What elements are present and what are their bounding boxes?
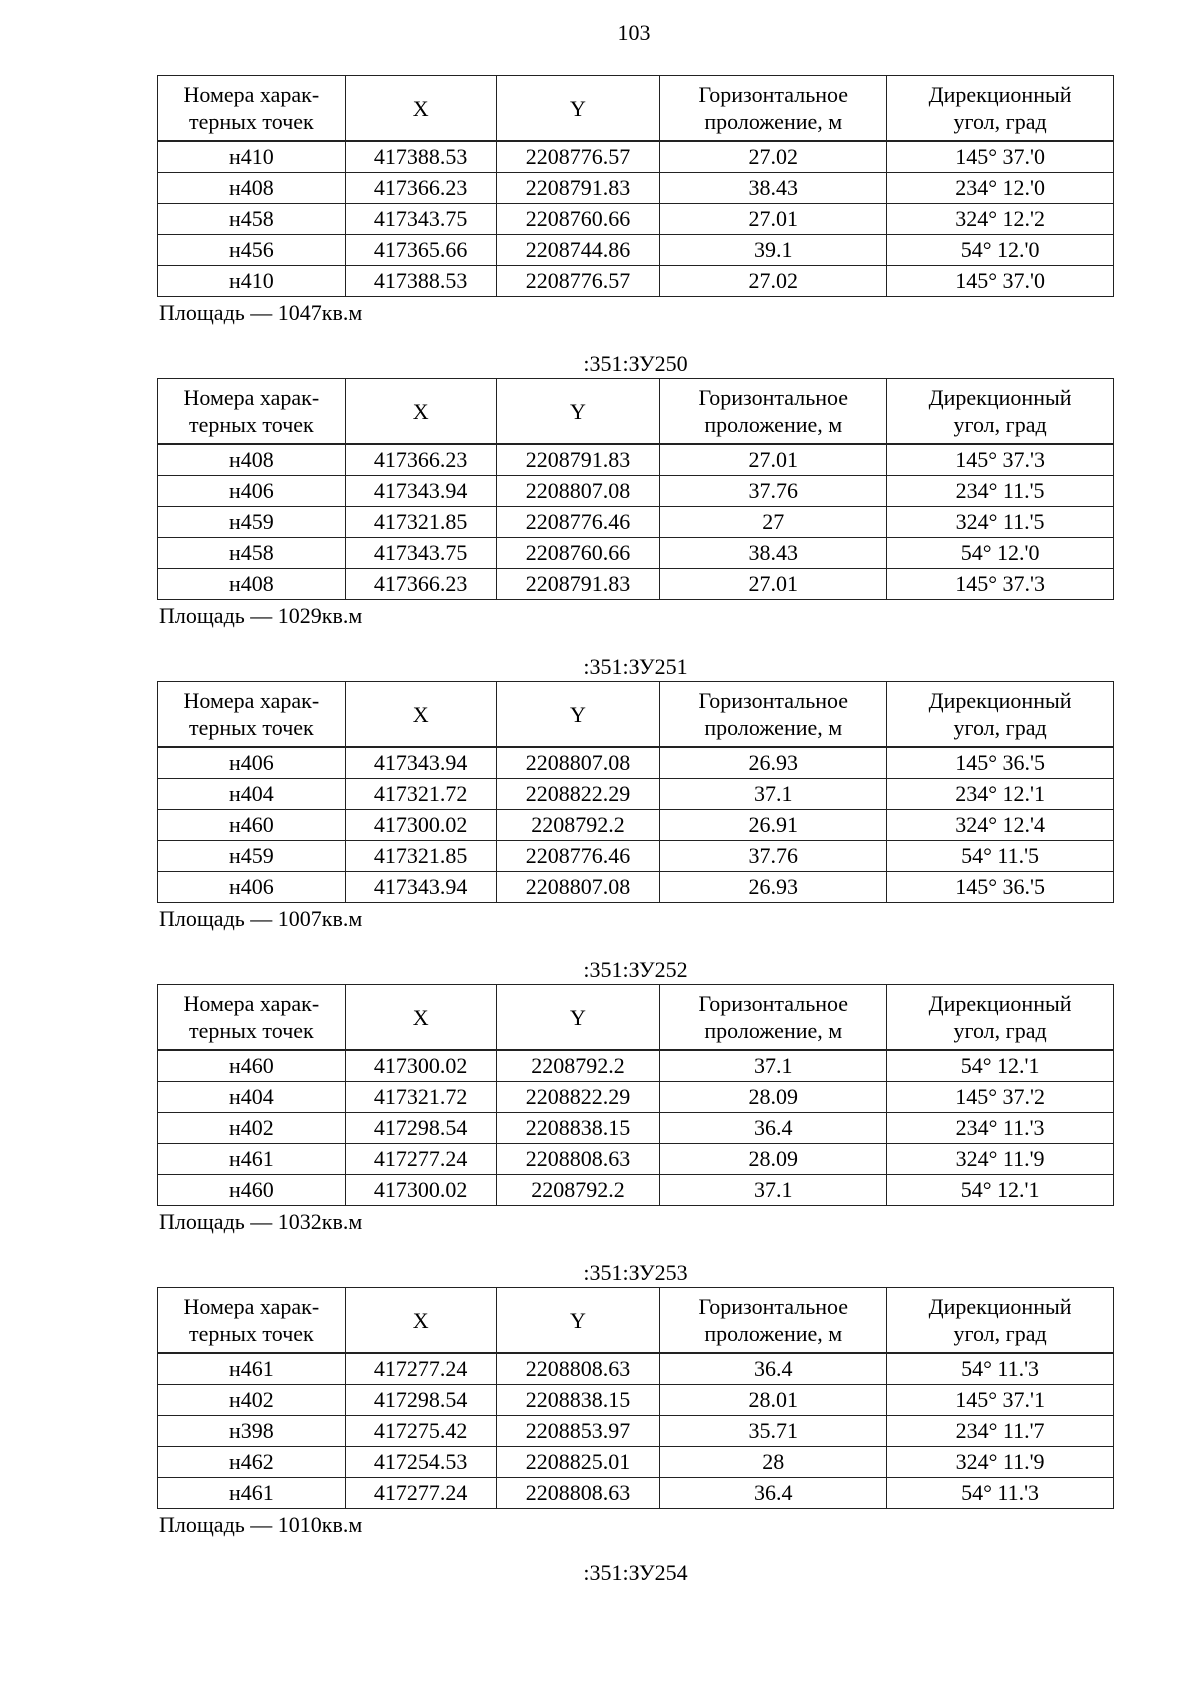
cell-point: н406 <box>158 476 346 507</box>
parcel-section <box>157 1259 1114 1562</box>
cell-y: 2208822.29 <box>496 1082 660 1113</box>
table-row <box>158 1478 1114 1509</box>
cell-x: 417366.23 <box>345 173 496 204</box>
cell-y: 2208808.63 <box>496 1353 660 1385</box>
table-row <box>158 872 1114 903</box>
cell-point: н461 <box>158 1144 346 1175</box>
cell-angle: 324° 12.'4 <box>887 810 1114 841</box>
parcel-title: :351:ЗУ252 <box>583 957 688 982</box>
cell-point: н404 <box>158 779 346 810</box>
cell-x: 417343.75 <box>345 204 496 235</box>
table-row <box>158 747 1114 779</box>
cell-distance: 36.4 <box>660 1353 887 1385</box>
cell-point: н461 <box>158 1353 346 1385</box>
parcel-area: Площадь — 1047кв.м <box>159 300 363 325</box>
cell-x: 417321.72 <box>345 1082 496 1113</box>
cell-point: н459 <box>158 507 346 538</box>
cell-angle: 54° 12.'1 <box>887 1175 1114 1206</box>
cell-distance: 27.01 <box>660 444 887 476</box>
cell-angle: 54° 11.'3 <box>887 1353 1114 1385</box>
cell-distance: 28.09 <box>660 1082 887 1113</box>
cell-angle: 145° 37.'3 <box>887 444 1114 476</box>
cell-distance: 27.01 <box>660 569 887 600</box>
cell-x: 417277.24 <box>345 1144 496 1175</box>
cell-x: 417300.02 <box>345 810 496 841</box>
cell-angle: 145° 36.'5 <box>887 872 1114 903</box>
cell-angle: 54° 11.'3 <box>887 1478 1114 1509</box>
cell-x: 417343.94 <box>345 872 496 903</box>
cell-x: 417298.54 <box>345 1113 496 1144</box>
parcel-section <box>157 653 1114 956</box>
cell-x: 417298.54 <box>345 1385 496 1416</box>
cell-x: 417300.02 <box>345 1050 496 1082</box>
cell-angle: 54° 11.'5 <box>887 841 1114 872</box>
column-header-point: Номера харак-терных точек <box>158 682 346 748</box>
column-header-distance: Горизонтальное проложение, м <box>660 985 887 1051</box>
parcel-section <box>157 956 1114 1259</box>
cell-angle: 324° 11.'5 <box>887 507 1114 538</box>
cell-distance: 27 <box>660 507 887 538</box>
coordinates-table <box>157 681 1114 903</box>
column-header-x: X <box>345 76 496 142</box>
column-header-x: X <box>345 682 496 748</box>
cell-y: 2208744.86 <box>496 235 660 266</box>
cell-point: н402 <box>158 1385 346 1416</box>
table-row <box>158 538 1114 569</box>
table-row <box>158 810 1114 841</box>
table-row <box>158 1113 1114 1144</box>
column-header-y: Y <box>496 76 660 142</box>
cell-y: 2208776.46 <box>496 507 660 538</box>
table-row <box>158 266 1114 297</box>
cell-angle: 324° 12.'2 <box>887 204 1114 235</box>
column-header-point: Номера харак-терных точек <box>158 76 346 142</box>
cell-x: 417254.53 <box>345 1447 496 1478</box>
column-header-point: Номера харак-терных точек <box>158 379 346 445</box>
table-row <box>158 1144 1114 1175</box>
cell-point: н406 <box>158 747 346 779</box>
cell-distance: 39.1 <box>660 235 887 266</box>
cell-point: н408 <box>158 444 346 476</box>
cell-x: 417366.23 <box>345 444 496 476</box>
table-header-row <box>158 76 1114 142</box>
cell-point: н456 <box>158 235 346 266</box>
cell-point: н460 <box>158 810 346 841</box>
cell-point: н461 <box>158 1478 346 1509</box>
column-header-point: Номера харак-терных точек <box>158 1288 346 1354</box>
cell-distance: 28.09 <box>660 1144 887 1175</box>
cell-x: 417388.53 <box>345 141 496 173</box>
table-header-row <box>158 985 1114 1051</box>
table-row <box>158 141 1114 173</box>
cell-angle: 145° 37.'3 <box>887 569 1114 600</box>
table-row <box>158 569 1114 600</box>
cell-y: 2208825.01 <box>496 1447 660 1478</box>
column-header-angle: Дирекционный угол, град <box>887 379 1114 445</box>
cell-angle: 234° 11.'5 <box>887 476 1114 507</box>
page-number: 103 <box>617 20 651 45</box>
parcel-title: :351:ЗУ251 <box>583 654 688 679</box>
cell-point: н459 <box>158 841 346 872</box>
parcel-area: Площадь — 1029кв.м <box>159 603 363 628</box>
cell-distance: 36.4 <box>660 1478 887 1509</box>
cell-y: 2208792.2 <box>496 810 660 841</box>
cell-angle: 324° 11.'9 <box>887 1447 1114 1478</box>
cell-angle: 234° 12.'0 <box>887 173 1114 204</box>
cell-x: 417366.23 <box>345 569 496 600</box>
cell-x: 417343.75 <box>345 538 496 569</box>
column-header-angle: Дирекционный угол, град <box>887 985 1114 1051</box>
table-header-row <box>158 682 1114 748</box>
cell-y: 2208808.63 <box>496 1478 660 1509</box>
cell-distance: 26.93 <box>660 872 887 903</box>
cell-y: 2208822.29 <box>496 779 660 810</box>
cell-point: н462 <box>158 1447 346 1478</box>
cell-distance: 38.43 <box>660 173 887 204</box>
cell-x: 417321.72 <box>345 779 496 810</box>
cell-distance: 27.01 <box>660 204 887 235</box>
cell-angle: 145° 37.'0 <box>887 141 1114 173</box>
parcel-area: Площадь — 1010кв.м <box>159 1512 363 1537</box>
cell-angle: 54° 12.'1 <box>887 1050 1114 1082</box>
column-header-y: Y <box>496 682 660 748</box>
cell-y: 2208760.66 <box>496 538 660 569</box>
coordinates-table <box>157 378 1114 600</box>
cell-y: 2208808.63 <box>496 1144 660 1175</box>
cell-distance: 27.02 <box>660 141 887 173</box>
cell-point: н406 <box>158 872 346 903</box>
cell-point: н460 <box>158 1175 346 1206</box>
table-row <box>158 779 1114 810</box>
cell-x: 417343.94 <box>345 476 496 507</box>
cell-point: н402 <box>158 1113 346 1144</box>
column-header-y: Y <box>496 1288 660 1354</box>
parcel-title: :351:ЗУ253 <box>583 1260 688 1285</box>
coordinates-table <box>157 984 1114 1206</box>
cell-angle: 234° 11.'3 <box>887 1113 1114 1144</box>
table-row <box>158 507 1114 538</box>
cell-x: 417365.66 <box>345 235 496 266</box>
parcel-title: :351:ЗУ254 <box>583 1560 688 1585</box>
cell-x: 417277.24 <box>345 1353 496 1385</box>
table-row <box>158 1175 1114 1206</box>
table-row <box>158 1385 1114 1416</box>
cell-angle: 145° 37.'0 <box>887 266 1114 297</box>
cell-y: 2208792.2 <box>496 1175 660 1206</box>
table-row <box>158 1050 1114 1082</box>
cell-y: 2208838.15 <box>496 1385 660 1416</box>
cell-x: 417300.02 <box>345 1175 496 1206</box>
table-row <box>158 444 1114 476</box>
cell-y: 2208807.08 <box>496 476 660 507</box>
column-header-distance: Горизонтальное проложение, м <box>660 682 887 748</box>
cell-angle: 54° 12.'0 <box>887 538 1114 569</box>
cell-distance: 37.76 <box>660 476 887 507</box>
table-header-row <box>158 1288 1114 1354</box>
column-header-x: X <box>345 985 496 1051</box>
cell-y: 2208838.15 <box>496 1113 660 1144</box>
cell-point: н398 <box>158 1416 346 1447</box>
cell-y: 2208776.46 <box>496 841 660 872</box>
cell-y: 2208807.08 <box>496 872 660 903</box>
cell-angle: 145° 37.'2 <box>887 1082 1114 1113</box>
cell-y: 2208760.66 <box>496 204 660 235</box>
parcel-section <box>157 350 1114 653</box>
table-row <box>158 173 1114 204</box>
cell-y: 2208792.2 <box>496 1050 660 1082</box>
column-header-angle: Дирекционный угол, град <box>887 682 1114 748</box>
column-header-point: Номера харак-терных точек <box>158 985 346 1051</box>
coordinates-table <box>157 75 1114 297</box>
cell-distance: 37.76 <box>660 841 887 872</box>
parcel-section <box>157 75 1114 350</box>
cell-x: 417388.53 <box>345 266 496 297</box>
parcel-title: :351:ЗУ250 <box>583 351 688 376</box>
cell-y: 2208791.83 <box>496 569 660 600</box>
column-header-distance: Горизонтальное проложение, м <box>660 379 887 445</box>
table-row <box>158 841 1114 872</box>
cell-y: 2208791.83 <box>496 173 660 204</box>
cell-point: н404 <box>158 1082 346 1113</box>
column-header-y: Y <box>496 379 660 445</box>
cell-x: 417343.94 <box>345 747 496 779</box>
table-row <box>158 1082 1114 1113</box>
cell-point: н458 <box>158 204 346 235</box>
cell-distance: 37.1 <box>660 1050 887 1082</box>
cell-distance: 26.91 <box>660 810 887 841</box>
cell-distance: 27.02 <box>660 266 887 297</box>
column-header-y: Y <box>496 985 660 1051</box>
column-header-x: X <box>345 1288 496 1354</box>
table-row <box>158 1416 1114 1447</box>
cell-distance: 38.43 <box>660 538 887 569</box>
table-row <box>158 1353 1114 1385</box>
column-header-x: X <box>345 379 496 445</box>
column-header-distance: Горизонтальное проложение, м <box>660 76 887 142</box>
cell-point: н408 <box>158 173 346 204</box>
cell-point: н460 <box>158 1050 346 1082</box>
cell-point: н408 <box>158 569 346 600</box>
column-header-angle: Дирекционный угол, град <box>887 76 1114 142</box>
cell-x: 417277.24 <box>345 1478 496 1509</box>
document-body <box>157 75 1114 1587</box>
cell-y: 2208853.97 <box>496 1416 660 1447</box>
cell-distance: 28 <box>660 1447 887 1478</box>
cell-distance: 36.4 <box>660 1113 887 1144</box>
cell-distance: 35.71 <box>660 1416 887 1447</box>
table-row <box>158 204 1114 235</box>
cell-x: 417275.42 <box>345 1416 496 1447</box>
cell-x: 417321.85 <box>345 507 496 538</box>
cell-angle: 145° 37.'1 <box>887 1385 1114 1416</box>
cell-distance: 28.01 <box>660 1385 887 1416</box>
cell-angle: 234° 12.'1 <box>887 779 1114 810</box>
coordinates-table <box>157 1287 1114 1509</box>
cell-angle: 54° 12.'0 <box>887 235 1114 266</box>
cell-point: н410 <box>158 266 346 297</box>
cell-point: н410 <box>158 141 346 173</box>
table-row <box>158 476 1114 507</box>
column-header-angle: Дирекционный угол, град <box>887 1288 1114 1354</box>
cell-point: н458 <box>158 538 346 569</box>
column-header-distance: Горизонтальное проложение, м <box>660 1288 887 1354</box>
cell-distance: 26.93 <box>660 747 887 779</box>
cell-y: 2208807.08 <box>496 747 660 779</box>
cell-x: 417321.85 <box>345 841 496 872</box>
cell-distance: 37.1 <box>660 779 887 810</box>
parcel-area: Площадь — 1007кв.м <box>159 906 363 931</box>
table-row <box>158 1447 1114 1478</box>
table-header-row <box>158 379 1114 445</box>
cell-y: 2208776.57 <box>496 266 660 297</box>
cell-angle: 234° 11.'7 <box>887 1416 1114 1447</box>
table-row <box>158 235 1114 266</box>
cell-angle: 145° 36.'5 <box>887 747 1114 779</box>
cell-distance: 37.1 <box>660 1175 887 1206</box>
cell-y: 2208776.57 <box>496 141 660 173</box>
cell-angle: 324° 11.'9 <box>887 1144 1114 1175</box>
cell-y: 2208791.83 <box>496 444 660 476</box>
parcel-area: Площадь — 1032кв.м <box>159 1209 363 1234</box>
